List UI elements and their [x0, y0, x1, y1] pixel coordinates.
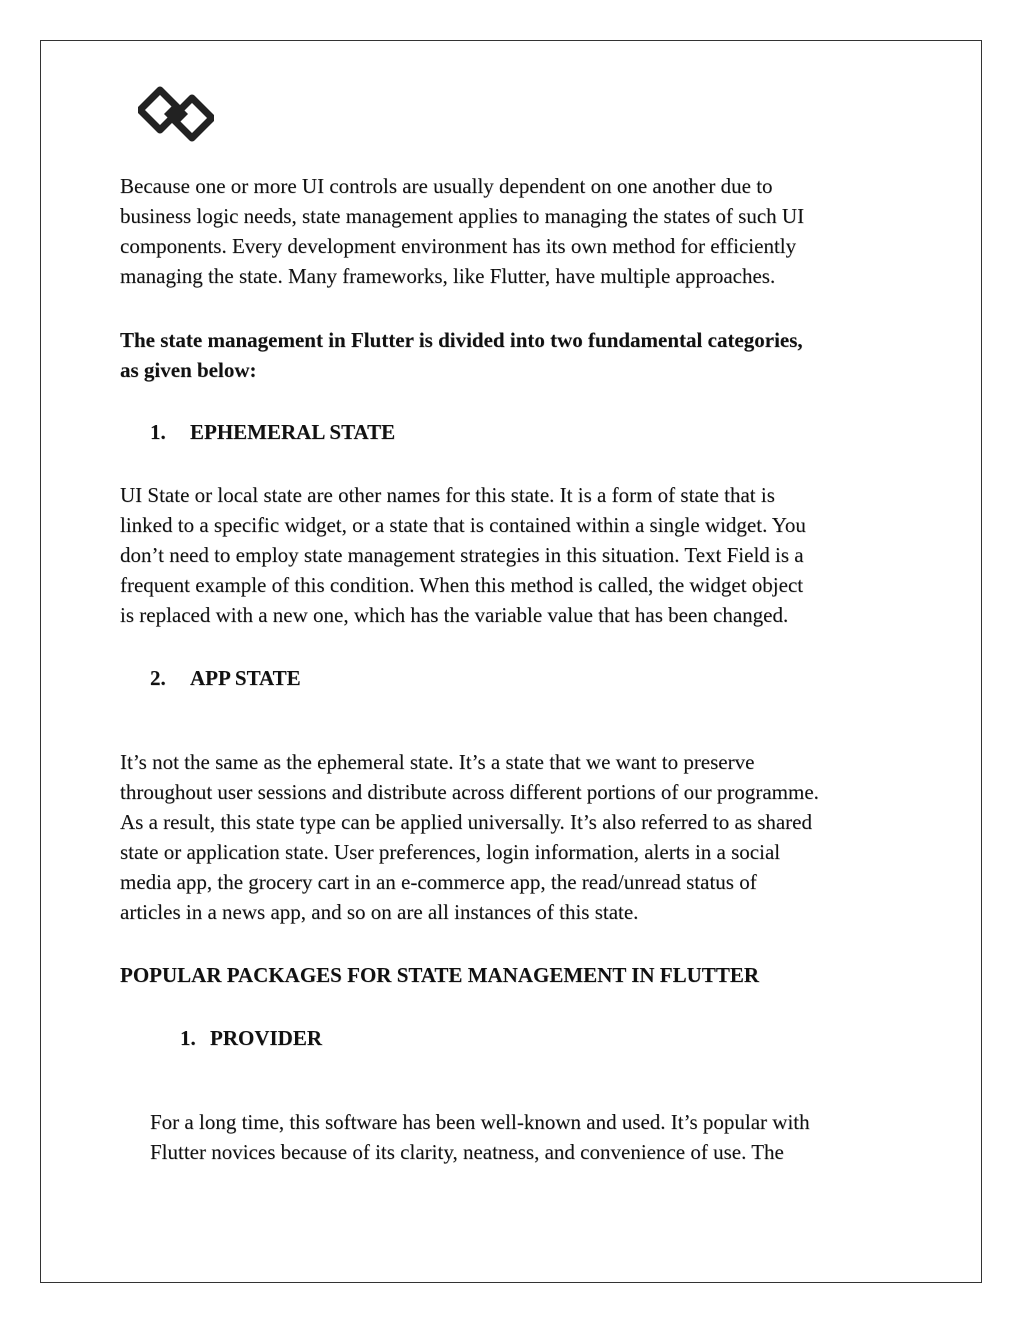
intro-line: managing the state. Many frameworks, like Flutter, have multiple approaches.	[120, 264, 776, 288]
app-state-line: throughout user sessions and distribute across different portions of our programme.	[120, 780, 819, 804]
app-state-paragraph	[120, 747, 819, 927]
packages-heading	[120, 960, 759, 990]
provider-line: Flutter novices because of its clarity, neatness, and convenience of use. The	[150, 1140, 784, 1164]
categories-heading-line: as given below:	[120, 358, 257, 382]
categories-heading-line: The state management in Flutter is divided into two fundamental categories,	[120, 328, 803, 352]
provider-title: PROVIDER	[210, 1026, 323, 1050]
ephemeral-line: frequent example of this condition. When this method is called, the widget object	[120, 573, 804, 597]
app-state-line: articles in a news app, and so on are all instances of this state.	[120, 900, 639, 924]
provider-line: For a long time, this software has been well-known and used. It’s popular with	[150, 1110, 810, 1134]
app-state-line: It’s not the same as the ephemeral state. It’s a state that we want to preserve	[120, 750, 755, 774]
intro-line: components. Every development environment has its own method for efficiently	[120, 234, 797, 258]
categories-heading	[120, 325, 803, 385]
intro-line: Because one or more UI controls are usually dependent on one another due to	[120, 174, 773, 198]
packages-heading-text: POPULAR PACKAGES FOR STATE MANAGEMENT IN FLUTTER	[120, 963, 759, 987]
ephemeral-line: UI State or local state are other names for this state. It is a form of state that is	[120, 483, 775, 507]
provider-paragraph	[150, 1107, 810, 1167]
ephemeral-heading	[150, 417, 395, 447]
app-state-title: APP STATE	[190, 666, 301, 690]
ephemeral-line: linked to a specific widget, or a state that is contained within a single widget. You	[120, 513, 806, 537]
app-state-line: As a result, this state type can be applied universally. It’s also referred to as shared	[120, 810, 812, 834]
app-state-line: media app, the grocery cart in an e-commerce app, the read/unread status of	[120, 870, 757, 894]
app-state-line: state or application state. User preferences, login information, alerts in a social	[120, 840, 781, 864]
ephemeral-number: 1.	[150, 420, 166, 444]
ephemeral-line: is replaced with a new one, which has the variable value that has been changed.	[120, 603, 789, 627]
intro-line: business logic needs, state management applies to managing the states of such UI	[120, 204, 805, 228]
ephemeral-paragraph	[120, 480, 806, 630]
ephemeral-title: EPHEMERAL STATE	[190, 420, 396, 444]
provider-number: 1.	[180, 1026, 196, 1050]
app-state-number: 2.	[150, 666, 166, 690]
diamond-link-logo-icon	[138, 84, 214, 146]
provider-heading	[180, 1023, 322, 1053]
ephemeral-line: don’t need to employ state management strategies in this situation. Text Field is a	[120, 543, 804, 567]
app-state-heading	[150, 663, 301, 693]
intro-paragraph	[120, 171, 804, 291]
